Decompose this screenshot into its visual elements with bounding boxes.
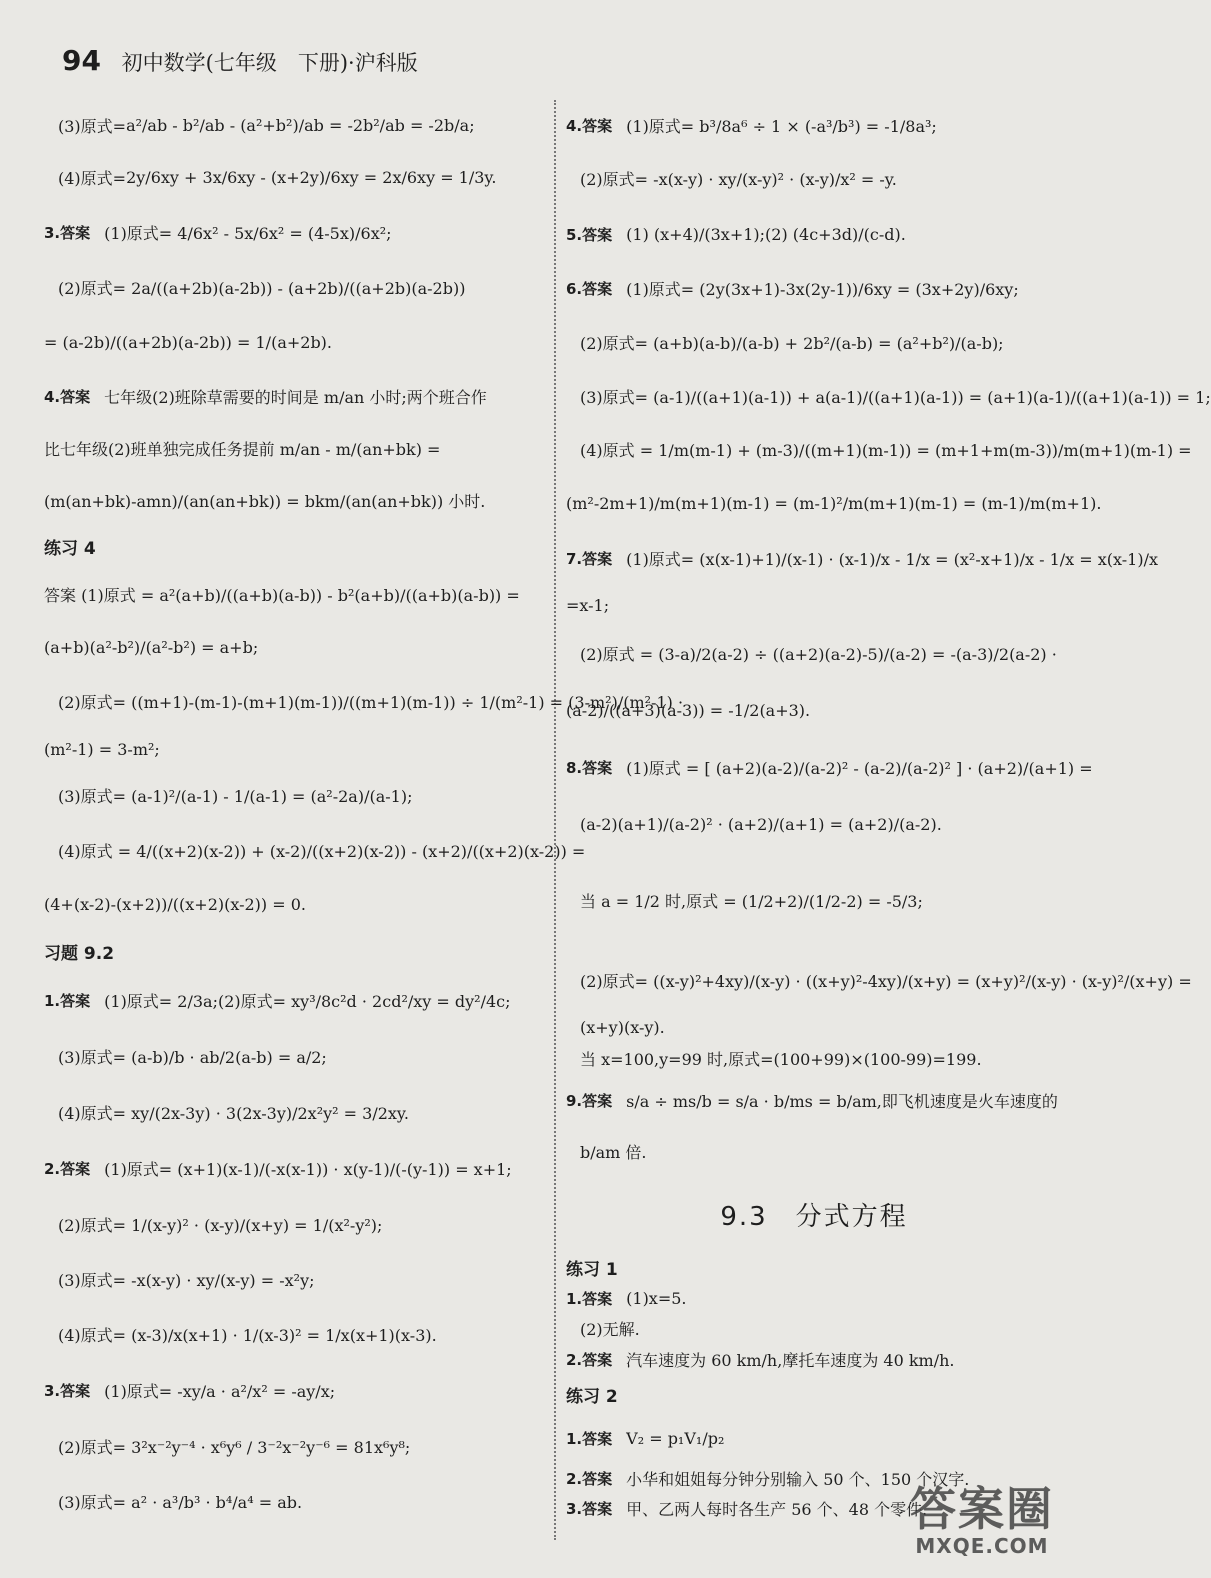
- math-expression: (4)原式= (x-3)/x(x+1) · 1/(x-3)² = 1/x(x+1)(x-3).: [58, 1325, 437, 1345]
- math-expression: (1)原式= b³/8a⁶ ÷ 1 × (-a³/b³) = -1/8a³;: [626, 116, 937, 136]
- math-expression: V₂ = p₁V₁/p₂: [626, 1428, 725, 1448]
- math-expression: (3)原式= a² · a³/b³ · b⁴/a⁴ = ab.: [58, 1492, 303, 1512]
- math-expression: (1)原式 = [ (a+2)(a-2)/(a-2)² - (a-2)/(a-2)² ] · (a+2)/(a+1) =: [626, 758, 1093, 778]
- answer-text: (1)x=5.: [626, 1288, 687, 1308]
- exercise-heading: 练习 1: [566, 1259, 618, 1280]
- page-header: [62, 44, 418, 77]
- answer-line: [44, 314, 542, 370]
- answer-line: 1.答案 V₂ = p₁V₁/p₂: [566, 1428, 725, 1448]
- math-expression: 答案 (1)原式 = a²(a+b)/((a+b)(a-b)) - b²(a+b)/((a+b)(a-b)) =: [44, 585, 520, 605]
- answer-line: [44, 1418, 542, 1474]
- watermark-logo: 答案圈 MXQE.COM: [910, 1482, 1054, 1558]
- answer-line: [44, 730, 542, 768]
- answer-line: [566, 682, 1062, 738]
- answer-line: [44, 1252, 542, 1306]
- answer-line: 9.答案 s/a ÷ ms/b = s/a · b/ms = b/am,即飞机速度是火车速度的: [566, 1074, 1062, 1126]
- math-expression: 当 a = 1/2 时,原式 = (1/2+2)/(1/2-2) = -5/3;: [580, 891, 923, 911]
- math-expression: (1)原式= (2y(3x+1)-3x(2y-1))/6xy = (3x+2y)/6xy;: [626, 279, 1019, 299]
- math-expression: (4+(x-2)-(x+2))/((x+2)(x-2)) = 0.: [44, 894, 307, 914]
- answer-line: 8.答案 (1)原式 = [ (a+2)(a-2)/(a-2)² - (a-2)/(a-2)² ] · (a+2)/(a+1) =: [566, 738, 1062, 796]
- answer-line: [566, 1313, 1062, 1343]
- answer-line: [44, 768, 542, 822]
- answer-line: [566, 624, 1062, 682]
- math-expression: (4)原式 = 4/((x+2)(x-2)) + (x-2)/((x+2)(x-2)) - (x+2)/((x+2)(x-2)) =: [58, 841, 586, 861]
- math-expression: (1)原式= (x+1)(x-1)/(-x(x-1)) · x(y-1)/(-(y-1)) = x+1;: [104, 1159, 512, 1179]
- math-expression: (2)原式= 1/(x-y)² · (x-y)/(x+y) = 1/(x²-y²);: [58, 1215, 383, 1235]
- answer-text: 七年级(2)班除草需要的时间是 m/an 小时;两个班合作: [104, 387, 487, 407]
- math-expression: (m²-1) = 3-m²;: [44, 739, 160, 759]
- right-column: [566, 100, 1211, 1523]
- answer-line: [44, 1084, 542, 1140]
- answer-text: 比七年级(2)班单独完成任务提前 m/an - m/(an+bk) =: [44, 439, 441, 459]
- answer-line: [44, 1196, 542, 1252]
- exercise-heading: 练习 2: [566, 1386, 618, 1407]
- answer-line: [44, 474, 542, 526]
- answer-text: 汽车速度为 60 km/h,摩托车速度为 40 km/h.: [626, 1350, 955, 1370]
- math-expression: (a-2)(a+1)/(a-2)² · (a+2)/(a+1) = (a+2)/(a-2).: [580, 814, 942, 834]
- answer-line: [44, 566, 542, 622]
- math-expression: (3)原式= (a-1)/((a+1)(a-1)) + a(a-1)/((a+1)(a-1)) = (a+1)(a-1)/((a+1)(a-1)) = 1;: [580, 387, 1211, 407]
- answer-line: 6.答案 (1)原式= (2y(3x+1)-3x(2y-1))/6xy = (3x+2y)/6xy;: [566, 262, 1062, 314]
- answer-line: 1.答案 (1)原式= 2/3a;(2)原式= xy³/8c²d · 2cd²/xy = dy²/4c;: [44, 972, 542, 1028]
- math-expression: (1)原式= (x(x-1)+1)/(x-1) · (x-1)/x - 1/x = (x²-x+1)/x - 1/x = x(x-1)/x: [626, 549, 1158, 569]
- answer-line: 2.答案 (1)原式= (x+1)(x-1)/(-x(x-1)) · x(y-1)/(-(y-1)) = x+1;: [44, 1140, 542, 1196]
- answer-text: 小华和姐姐每分钟分别输入 50 个、150 个汉字.: [626, 1469, 970, 1489]
- math-expression: 2y/6xy + 3x/6xy - (x+2y)/6xy = 2x/6xy = 1/3y.: [126, 167, 497, 187]
- answer-line: 2.答案 小华和姐姐每分钟分别输入 50 个、150 个汉字.: [566, 1463, 1062, 1493]
- answer-line: [566, 1012, 1062, 1042]
- answer-text: (2)无解.: [580, 1319, 640, 1339]
- answer-line: [44, 878, 542, 930]
- column-divider: [554, 100, 556, 1540]
- math-expression: b/am 倍.: [580, 1142, 647, 1162]
- answer-line: [566, 370, 1211, 422]
- math-expression: (4)原式= xy/(2x-3y) · 3(2x-3y)/2x²y² = 3/2xy.: [58, 1103, 409, 1123]
- answer-line: [566, 422, 1192, 476]
- answer-line: [44, 1306, 542, 1362]
- math-expression: 当 x=100,y=99 时,原式=(100+99)×(100-99)=199.: [580, 1049, 982, 1069]
- math-expression: (2)原式= ((x-y)²+4xy)/(x-y) · ((x+y)²-4xy)/(x+y) = (x+y)²/(x-y) · (x-y)²/(x+y) =: [580, 971, 1192, 991]
- math-expression: (1) (x+4)/(3x+1);(2) (4c+3d)/(c-d).: [626, 224, 906, 244]
- math-expression: (3)原式= (a-b)/b · ab/2(a-b) = a/2;: [58, 1047, 327, 1067]
- answer-line: [566, 476, 1102, 530]
- math-expression: (4)原式 = 1/m(m-1) + (m-3)/((m+1)(m-1)) = (m+1+m(m-3))/m(m+1)(m-1) =: [580, 440, 1192, 460]
- answer-line: 3.答案 (1)原式= -xy/a · a²/x² = -ay/x;: [44, 1362, 542, 1418]
- math-expression: (2)原式= (a+b)(a-b)/(a-b) + 2b²/(a-b) = (a²+b²)/(a-b);: [580, 333, 1004, 353]
- answer-line: 1.答案 (1)x=5.: [566, 1288, 687, 1308]
- answer-line: [566, 852, 1062, 948]
- book-title: 初中数学(七年级 下册)·沪科版: [121, 51, 418, 75]
- math-expression: (3)原式= -x(x-y) · xy/(x-y) = -x²y;: [58, 1270, 315, 1290]
- math-expression: (3)原式= (a-1)²/(a-1) - 1/(a-1) = (a²-2a)/(a-1);: [58, 786, 413, 806]
- answer-line: 4.答案 七年级(2)班除草需要的时间是 m/an 小时;两个班合作: [44, 370, 542, 422]
- exercise-heading: 练习 4: [44, 538, 96, 559]
- answer-line: 4.答案 (1)原式= b³/8a⁶ ÷ 1 × (-a³/b³) = -1/8a³;: [566, 100, 1062, 150]
- math-expression: (2)原式= -x(x-y) · xy/(x-y)² · (x-y)/x² = -y.: [580, 169, 897, 189]
- answer-line: [566, 150, 1062, 206]
- answer-line: 7.答案 (1)原式= (x(x-1)+1)/(x-1) · (x-1)/x - 1/x = (x²-x+1)/x - 1/x = x(x-1)/x: [566, 530, 1062, 586]
- answer-line: [44, 1474, 542, 1528]
- math-expression: (1)原式= -xy/a · a²/x² = -ay/x;: [104, 1381, 336, 1401]
- math-expression: (2)原式= 3²x⁻²y⁻⁴ · x⁶y⁶ / 3⁻²x⁻²y⁻⁶ = 81x⁶y⁸;: [58, 1437, 411, 1457]
- answer-line: [566, 796, 1062, 852]
- math-expression: (m²-2m+1)/m(m+1)(m-1) = (m-1)²/m(m+1)(m-1) = (m-1)/m(m+1).: [566, 493, 1102, 513]
- answer-line: 2.答案 汽车速度为 60 km/h,摩托车速度为 40 km/h.: [566, 1343, 1062, 1375]
- answer-line: [44, 422, 542, 474]
- page-number: 94: [62, 44, 101, 77]
- section-title: 9.3 分式方程: [720, 1202, 908, 1232]
- math-expression: (m(an+bk)-amn)/(an(an+bk)) = bkm/(an(an+bk)) 小时.: [44, 491, 486, 511]
- answer-line: [566, 948, 1192, 1012]
- math-expression: (1)原式= 4/6x² - 5x/6x² = (4-5x)/6x²;: [104, 223, 392, 243]
- answer-line: [566, 586, 1062, 624]
- answer-line: [566, 1042, 1062, 1074]
- answer-line: [44, 260, 542, 314]
- math-expression: (2)原式= ((m+1)-(m-1)-(m+1)(m-1))/((m+1)(m-1)) ÷ 1/(m²-1) = (3-m²)/(m²-1) ·: [58, 692, 684, 712]
- math-expression: (x+y)(x-y).: [580, 1017, 665, 1037]
- answer-line: [44, 1028, 542, 1084]
- math-expression: (1)原式= 2/3a;(2)原式= xy³/8c²d · 2cd²/xy = dy²/4c;: [104, 991, 511, 1011]
- math-expression: (2)原式 = (3-a)/2(a-2) ÷ ((a+2)(a-2)-5)/(a-2) = -(a-3)/2(a-2) ·: [580, 644, 1057, 664]
- answer-line: [566, 314, 1062, 370]
- answer-line: [44, 822, 586, 878]
- math-expression: (a-2)/((a+3)(a-3)) = -1/2(a+3).: [566, 700, 811, 720]
- answer-line: 3.答案 甲、乙两人每时各生产 56 个、48 个零件.: [566, 1493, 1062, 1523]
- answer-line: [44, 672, 684, 730]
- answer-line: (3)原式= a²/ab - b²/ab - (a²+b²)/ab = -2b²/ab = -2b/a;: [58, 115, 475, 136]
- answer-text: 甲、乙两人每时各生产 56 个、48 个零件.: [626, 1499, 928, 1519]
- math-expression: (a+b)(a²-b²)/(a²-b²) = a+b;: [44, 637, 259, 657]
- exercise-heading: 习题 9.2: [44, 943, 115, 964]
- answer-line: [44, 622, 542, 672]
- answer-line: (4)原式= 2y/6xy + 3x/6xy - (x+2y)/6xy = 2x/6xy = 1/3y.: [58, 167, 497, 188]
- math-expression: (2)原式= 2a/((a+2b)(a-2b)) - (a+2b)/((a+2b)(a-2b)): [58, 278, 466, 298]
- math-expression: a²/ab - b²/ab - (a²+b²)/ab = -2b²/ab = -2b/a;: [126, 115, 475, 135]
- math-expression: s/a ÷ ms/b = s/a · b/ms = b/am,即飞机速度是火车速度的: [626, 1091, 1058, 1111]
- math-expression: =x-1;: [566, 595, 610, 615]
- answer-line: 5.答案 (1) (x+4)/(3x+1);(2) (4c+3d)/(c-d).: [566, 224, 906, 244]
- math-expression: = (a-2b)/((a+2b)(a-2b)) = 1/(a+2b).: [44, 332, 333, 352]
- answer-line: [566, 1126, 1062, 1176]
- answer-line: 3.答案 (1)原式= 4/6x² - 5x/6x² = (4-5x)/6x²;: [44, 204, 542, 260]
